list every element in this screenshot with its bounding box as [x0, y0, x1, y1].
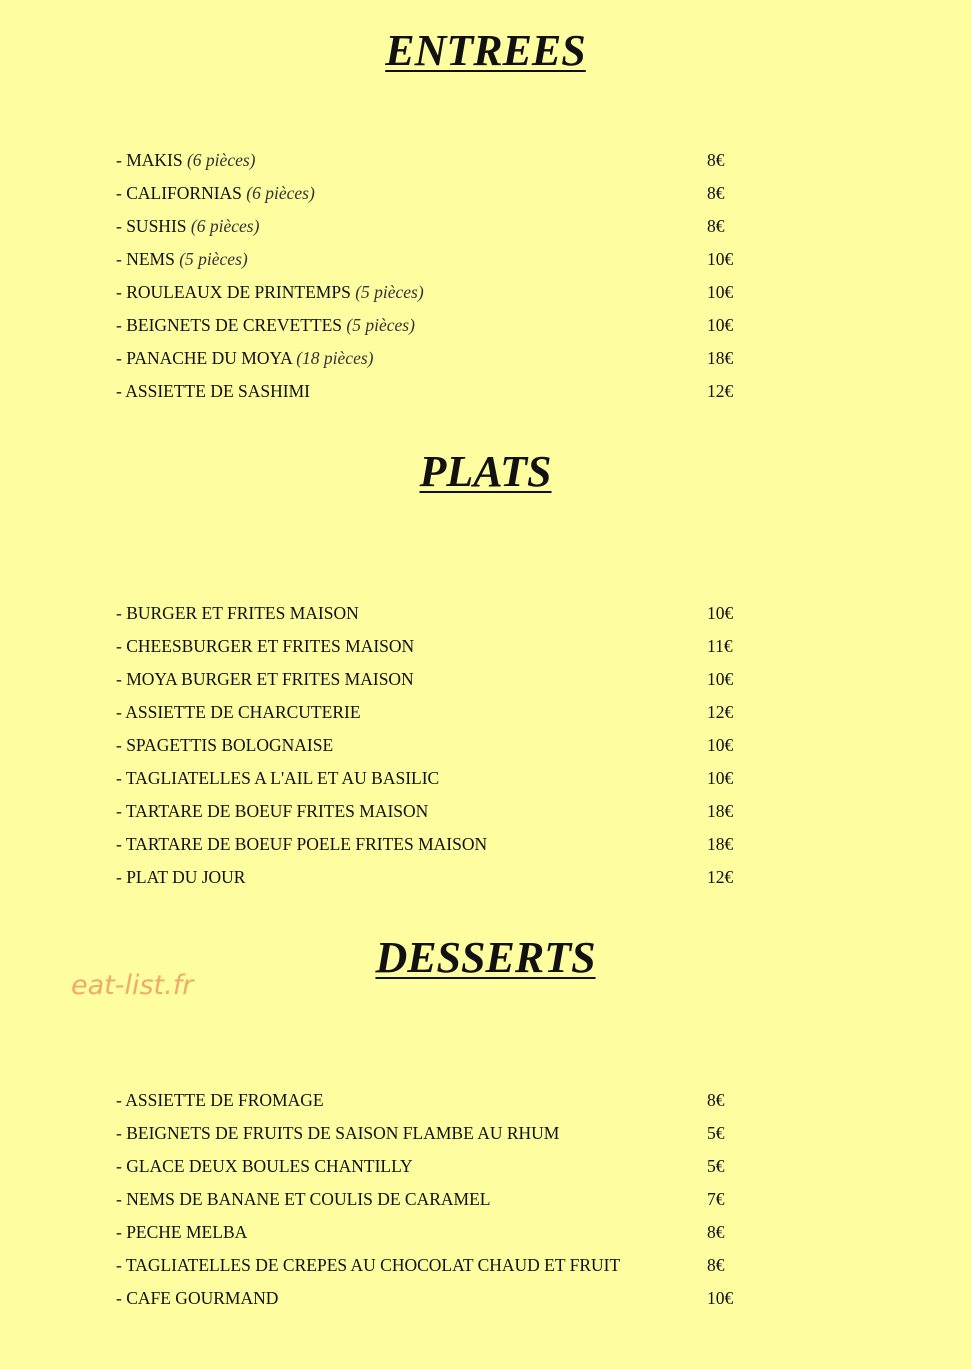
menu-item-name: - ASSIETTE DE SASHIMI	[116, 381, 310, 401]
menu-item-name: - CALIFORNIAS	[116, 183, 242, 203]
menu-item-price: 10€	[707, 669, 734, 689]
menu-item-price: 18€	[707, 801, 734, 821]
menu-item-name: - PANACHE DU MOYA	[116, 348, 292, 368]
menu-item	[116, 243, 756, 276]
menu-item	[116, 144, 756, 177]
menu-item-name: - SUSHIS	[116, 216, 187, 236]
menu-item-name: - MOYA BURGER ET FRITES MAISON	[116, 669, 414, 689]
menu-item	[116, 762, 756, 795]
menu-item	[116, 828, 756, 861]
menu-item-price: 10€	[707, 249, 734, 269]
menu-item-detail: (5 pièces)	[179, 249, 248, 269]
menu-item-name: - BEIGNETS DE FRUITS DE SAISON FLAMBE AU RHUM	[116, 1123, 560, 1143]
menu-item-name: - TARTARE DE BOEUF POELE FRITES MAISON	[116, 834, 488, 854]
menu-item	[116, 210, 756, 243]
menu-item-name: - BEIGNETS DE CREVETTES	[116, 315, 343, 335]
menu-item-price: 12€	[707, 381, 734, 401]
menu-item	[116, 729, 756, 762]
menu-item-detail: (18 pièces)	[296, 348, 374, 368]
menu-item-price: 8€	[707, 183, 725, 203]
menu-item-price: 8€	[707, 1255, 725, 1275]
menu-item	[116, 861, 756, 894]
menu-item-price: 8€	[707, 216, 725, 236]
menu-item-name: - ASSIETTE DE CHARCUTERIE	[116, 702, 361, 722]
menu-item-name: - CAFE GOURMAND	[116, 1288, 279, 1308]
menu-item	[116, 1249, 756, 1282]
menu-item-price: 5€	[707, 1123, 725, 1143]
menu-item-price: 10€	[707, 768, 734, 788]
menu-item-name: - NEMS	[116, 249, 175, 269]
menu-item-detail: (6 pièces)	[186, 150, 256, 170]
menu-item-price: 8€	[707, 1090, 725, 1110]
menu-item	[116, 342, 756, 375]
menu-item-name: - PLAT DU JOUR	[116, 867, 246, 887]
menu-item-price: 18€	[707, 834, 734, 854]
menu-item-price: 12€	[707, 702, 734, 722]
menu-item	[116, 696, 756, 729]
menu-item	[116, 1084, 756, 1117]
menu-item-price: 10€	[707, 603, 734, 623]
menu-item	[116, 1183, 756, 1216]
menu-item-detail: (5 pièces)	[355, 282, 424, 302]
menu-item	[116, 375, 756, 408]
menu-item	[116, 1150, 756, 1183]
menu-item-price: 5€	[707, 1156, 725, 1176]
menu-item-price: 18€	[707, 348, 734, 368]
menu-item-name: - ASSIETTE DE FROMAGE	[116, 1090, 324, 1110]
menu-item-name: - NEMS DE BANANE ET COULIS DE CARAMEL	[116, 1189, 491, 1209]
plats-list	[116, 597, 756, 894]
menu-item	[116, 1282, 756, 1315]
menu-item-price: 10€	[707, 1288, 734, 1308]
menu-item-name: - CHEESBURGER ET FRITES MAISON	[116, 636, 415, 656]
menu-item	[116, 795, 756, 828]
menu-item	[116, 276, 756, 309]
menu-item-name: - TARTARE DE BOEUF FRITES MAISON	[116, 801, 429, 821]
menu-item-price: 10€	[707, 282, 734, 302]
menu-item-name: - ROULEAUX DE PRINTEMPS	[116, 282, 351, 302]
menu-item	[116, 597, 756, 630]
menu-item	[116, 177, 756, 210]
menu-item-name: - PECHE MELBA	[116, 1222, 248, 1242]
menu-item	[116, 309, 756, 342]
menu-item-price: 7€	[707, 1189, 725, 1209]
menu-item-name: - GLACE DEUX BOULES CHANTILLY	[116, 1156, 413, 1176]
menu-item-detail: (6 pièces)	[190, 216, 260, 236]
menu-item-name: - BURGER ET FRITES MAISON	[116, 603, 359, 623]
menu-item-detail: (5 pièces)	[346, 315, 415, 335]
entrees-list	[116, 144, 756, 408]
menu-item	[116, 1216, 756, 1249]
menu-item-price: 12€	[707, 867, 734, 887]
menu-item-price: 8€	[707, 1222, 725, 1242]
menu-item-name: - SPAGETTIS BOLOGNAISE	[116, 735, 334, 755]
menu-item-price: 10€	[707, 315, 734, 335]
desserts-title: DESSERTS	[375, 933, 596, 982]
menu-item-price: 10€	[707, 735, 734, 755]
menu-item-name: - TAGLIATELLES DE CREPES AU CHOCOLAT CHAUD ET FRUIT	[116, 1255, 621, 1275]
menu-item-name: - TAGLIATELLES A L'AIL ET AU BASILIC	[116, 768, 440, 788]
desserts-list	[116, 1084, 756, 1315]
menu-item-price: 8€	[707, 150, 725, 170]
watermark-text: eat-list.fr	[71, 970, 194, 1001]
menu-item	[116, 663, 756, 696]
menu-item-name: - MAKIS	[116, 150, 183, 170]
menu-item	[116, 630, 756, 663]
menu-item	[116, 1117, 756, 1150]
menu-item-detail: (6 pièces)	[246, 183, 315, 203]
plats-title: PLATS	[419, 447, 552, 496]
entrees-title: ENTREES	[385, 26, 586, 75]
menu-item-price: 11€	[707, 636, 733, 656]
